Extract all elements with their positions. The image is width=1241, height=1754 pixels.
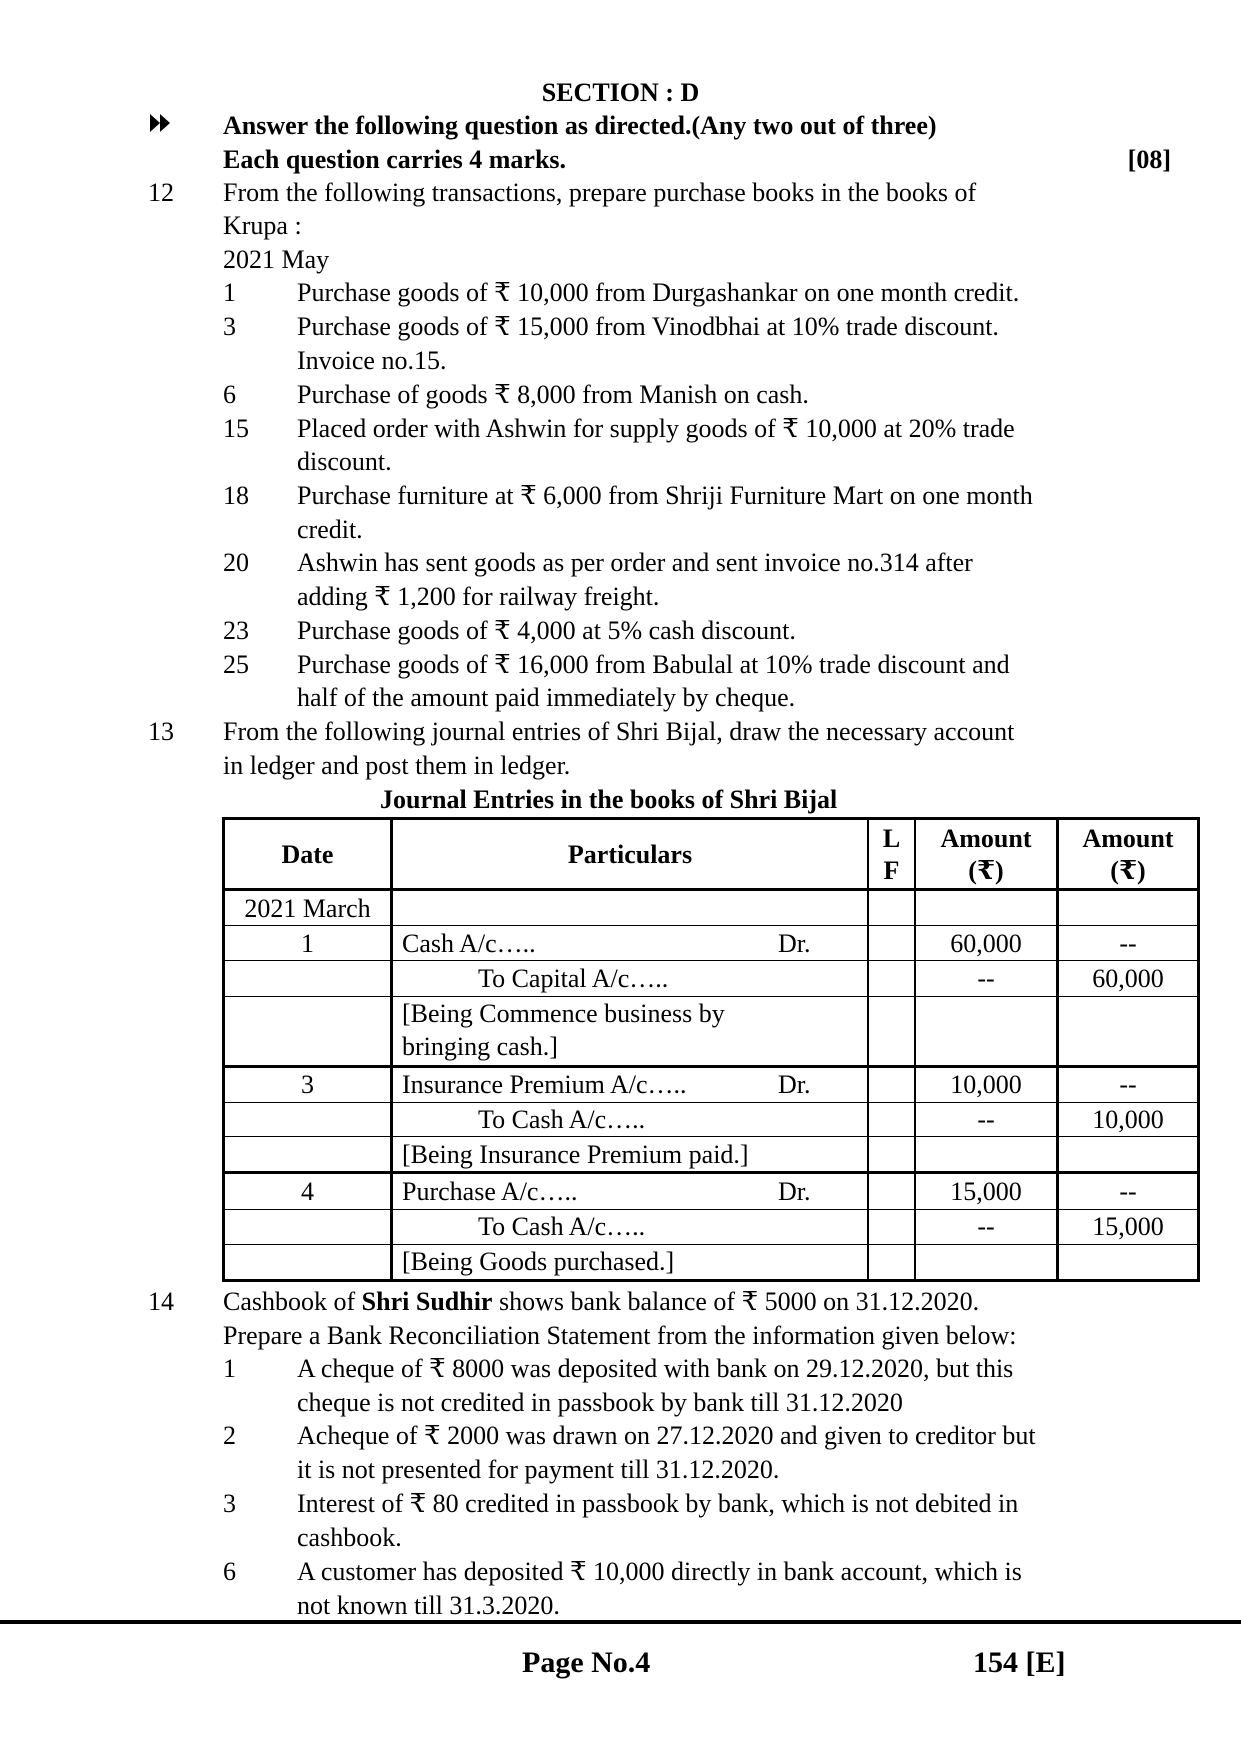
table-row-divider <box>222 925 1200 926</box>
q12-item-line: Purchase furniture at ₹ 6,000 from Shriji Furniture Mart on one month <box>297 481 1033 510</box>
double-arrow-bullet-icon <box>150 112 172 134</box>
narration: [Being Insurance Premium paid.] <box>402 1140 749 1169</box>
q14-item-line: A customer has deposited ₹ 10,000 directly in bank account, which is <box>297 1557 1022 1586</box>
table-row-divider <box>222 1171 1200 1174</box>
q12-item-day: 1 <box>223 278 236 307</box>
narration: [Being Goods purchased.] <box>402 1247 675 1276</box>
q14-item-line: not known till 31.3.2020. <box>297 1591 560 1620</box>
footer-rule <box>0 1620 1241 1624</box>
header-amount-cr-unit: (₹) <box>1110 856 1146 885</box>
q14-item-line: Interest of ₹ 80 credited in passbook by bank, which is not debited in <box>297 1489 1019 1518</box>
entry-date: 4 <box>301 1177 314 1206</box>
dr-amount: 10,000 <box>950 1070 1022 1099</box>
q12-item-line: discount. <box>297 447 392 476</box>
table-col-divider <box>390 817 393 1282</box>
q12-item-line: credit. <box>297 515 363 544</box>
footer-page-number: Page No.4 <box>522 1646 651 1679</box>
q14-item-num: 2 <box>223 1421 236 1450</box>
section-total-marks: [08] <box>1127 145 1171 174</box>
dr-dash: -- <box>977 964 995 993</box>
q14-intro-line1 <box>223 1285 979 1318</box>
q12-intro-line1: From the following transactions, prepare purchase books in the books of <box>223 178 977 207</box>
header-amount-dr: Amount <box>940 824 1032 853</box>
debit-account: Purchase A/c….. <box>402 1177 578 1206</box>
q12-item-day: 15 <box>223 414 249 443</box>
cr-dash: -- <box>1119 1070 1137 1099</box>
footer-paper-code: 154 [E] <box>973 1646 1066 1679</box>
q12-item-line: half of the amount paid immediately by cheque. <box>297 683 796 712</box>
entry-date: 1 <box>301 929 314 958</box>
debit-account: Insurance Premium A/c….. <box>402 1070 687 1099</box>
header-lf: L <box>882 824 901 853</box>
q12-item-line: Purchase goods of ₹ 15,000 from Vinodbhai at 10% trade discount. <box>297 312 999 341</box>
q12-item-day: 20 <box>223 548 249 577</box>
dr-label: Dr. <box>778 1177 811 1206</box>
debit-account: Cash A/c….. <box>402 929 536 958</box>
section-marks-line: Each question carries 4 marks. <box>223 145 567 174</box>
dr-dash: -- <box>977 1212 995 1241</box>
q12-item-line: Ashwin has sent goods as per order and sent invoice no.314 after <box>297 548 973 577</box>
q12-item-line: Purchase goods of ₹ 16,000 from Babulal at 10% trade discount and <box>297 650 1010 679</box>
cr-dash: -- <box>1119 929 1137 958</box>
q14-intro-post: shows bank balance of ₹ 5000 on 31.12.2020. <box>492 1287 980 1316</box>
q12-item-line: Invoice no.15. <box>297 346 447 375</box>
narration: bringing cash.] <box>402 1032 558 1061</box>
dr-label: Dr. <box>778 1070 811 1099</box>
table-row-divider <box>222 960 1200 961</box>
question-number: 14 <box>148 1287 174 1316</box>
q14-item-line: Acheque of ₹ 2000 was drawn on 27.12.2020 and given to creditor but <box>297 1421 1036 1450</box>
dr-dash: -- <box>977 1105 995 1134</box>
q12-item-day: 23 <box>223 616 249 645</box>
q12-item-day: 6 <box>223 380 236 409</box>
q14-item-num: 3 <box>223 1489 236 1518</box>
question-number: 12 <box>148 178 174 207</box>
q14-intro-pre: Cashbook of <box>223 1287 362 1316</box>
cr-amount: 15,000 <box>1092 1212 1164 1241</box>
q14-item-line: it is not presented for payment till 31.12.2020. <box>297 1455 780 1484</box>
q12-item-line: Placed order with Ashwin for supply goods of ₹ 10,000 at 20% trade <box>297 414 1015 443</box>
header-date: Date <box>281 840 334 869</box>
q12-period: 2021 May <box>223 245 330 274</box>
cr-amount: 10,000 <box>1092 1105 1164 1134</box>
header-particulars: Particulars <box>567 840 693 869</box>
table-row-divider <box>222 888 1200 891</box>
dr-label: Dr. <box>778 929 811 958</box>
q12-item-line: Purchase goods of ₹ 10,000 from Durgashankar on one month credit. <box>297 278 1020 307</box>
question-number: 13 <box>148 717 174 746</box>
q12-item-day: 3 <box>223 312 236 341</box>
q14-item-line: cheque is not credited in passbook by bank till 31.12.2020 <box>297 1388 903 1417</box>
q12-item-line: Purchase goods of ₹ 4,000 at 5% cash discount. <box>297 616 796 645</box>
cr-amount: 60,000 <box>1092 964 1164 993</box>
header-amount-dr-unit: (₹) <box>968 856 1004 885</box>
q14-item-line: cashbook. <box>297 1523 402 1552</box>
dr-amount: 60,000 <box>950 929 1022 958</box>
section-instruction: Answer the following question as directed.(Any two out of three) <box>223 111 937 140</box>
header-lf: F <box>883 856 900 885</box>
entry-date: 3 <box>301 1070 314 1099</box>
dr-amount: 15,000 <box>950 1177 1022 1206</box>
header-amount-cr: Amount <box>1082 824 1174 853</box>
q14-intro-line2: Prepare a Bank Reconciliation Statement from the information given below: <box>223 1321 1017 1350</box>
q13-intro-line1: From the following journal entries of Shri Bijal, draw the necessary account <box>223 717 1015 746</box>
journal-table-title: Journal Entries in the books of Shri Bijal <box>380 785 838 814</box>
q14-item-line: A cheque of ₹ 8000 was deposited with bank on 29.12.2020, but this <box>297 1354 1014 1383</box>
q13-intro-line2: in ledger and post them in ledger. <box>223 751 571 780</box>
credit-account: To Cash A/c….. <box>478 1212 646 1241</box>
narration: [Being Commence business by <box>402 999 725 1028</box>
credit-account: To Cash A/c….. <box>478 1105 646 1134</box>
q12-item-day: 25 <box>223 650 249 679</box>
table-row-divider <box>222 1244 1200 1245</box>
year-cell: 2021 March <box>244 894 371 923</box>
q12-item-line: adding ₹ 1,200 for railway freight. <box>297 582 660 611</box>
q14-item-num: 1 <box>223 1354 236 1383</box>
q14-item-num: 6 <box>223 1557 236 1586</box>
cr-dash: -- <box>1119 1177 1137 1206</box>
credit-account: To Capital A/c….. <box>478 964 669 993</box>
q14-intro-name: Shri Sudhir <box>361 1287 493 1316</box>
q12-item-day: 18 <box>223 481 249 510</box>
section-title: SECTION : D <box>541 78 700 107</box>
q12-intro-line2: Krupa : <box>223 211 302 240</box>
q12-item-line: Purchase of goods ₹ 8,000 from Manish on cash. <box>297 380 809 409</box>
table-row-divider <box>222 1136 1200 1137</box>
